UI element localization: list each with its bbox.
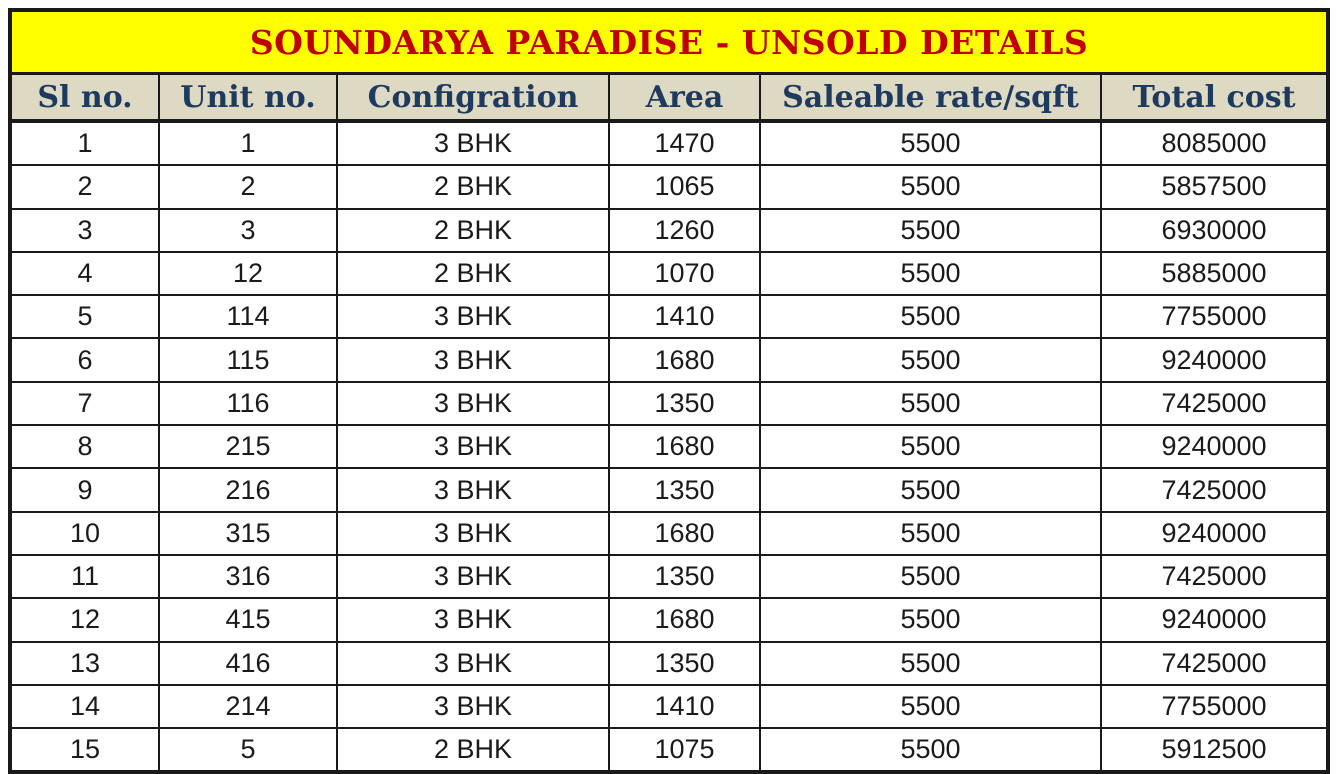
cell-unit-no: 114 — [159, 295, 337, 338]
cell-unit-no: 12 — [159, 252, 337, 295]
cell-sl-no: 2 — [12, 165, 159, 208]
cell-saleable-rate: 5500 — [760, 468, 1101, 511]
cell-sl-no: 5 — [12, 295, 159, 338]
header-row — [12, 75, 1326, 121]
table-row — [12, 598, 1326, 641]
cell-saleable-rate: 5500 — [760, 598, 1101, 641]
cell-configuration: 3 BHK — [337, 642, 609, 685]
cell-total-cost: 7755000 — [1101, 685, 1326, 728]
cell-area: 1680 — [609, 425, 760, 468]
cell-area: 1070 — [609, 252, 760, 295]
cell-area: 1350 — [609, 555, 760, 598]
column-header-area: Area — [609, 75, 760, 121]
cell-saleable-rate: 5500 — [760, 165, 1101, 208]
table-row — [12, 728, 1326, 770]
cell-sl-no: 9 — [12, 468, 159, 511]
cell-sl-no: 10 — [12, 512, 159, 555]
cell-saleable-rate: 5500 — [760, 209, 1101, 252]
cell-configuration: 2 BHK — [337, 209, 609, 252]
unsold-units-table — [12, 75, 1326, 770]
table-row — [12, 425, 1326, 468]
table-body — [12, 121, 1326, 770]
column-header-unit-no: Unit no. — [159, 75, 337, 121]
cell-total-cost: 5912500 — [1161, 734, 1267, 765]
cell-configuration: 3 BHK — [337, 338, 609, 381]
cell-sl-no: 4 — [12, 252, 159, 295]
cell-unit-no: 416 — [159, 642, 337, 685]
cell-total-cost: 5857500 — [1101, 165, 1326, 208]
cell-unit-no: 415 — [159, 598, 337, 641]
cell-total-cost: 7425000 — [1101, 382, 1326, 425]
cell-saleable-rate: 5500 — [760, 512, 1101, 555]
cell-unit-no: 1 — [159, 121, 337, 165]
cell-area: 1680 — [609, 338, 760, 381]
cell-area: 1350 — [609, 468, 760, 511]
cell-sl-no: 3 — [12, 209, 159, 252]
cell-total-cost: 7425000 — [1101, 555, 1326, 598]
cell-configuration: 3 BHK — [337, 468, 609, 511]
cell-unit-no: 115 — [159, 338, 337, 381]
cell-area: 1470 — [609, 121, 760, 165]
cell-saleable-rate: 5500 — [760, 642, 1101, 685]
table-row — [12, 295, 1326, 338]
cell-saleable-rate: 5500 — [760, 425, 1101, 468]
cell-unit-no: 216 — [159, 468, 337, 511]
cell-area: 1260 — [609, 209, 760, 252]
table-row — [12, 382, 1326, 425]
sheet-title: SOUNDARYA PARADISE - UNSOLD DETAILS — [12, 12, 1326, 75]
cell-total-cost: 9240000 — [1101, 512, 1326, 555]
table-row — [12, 209, 1326, 252]
cell-saleable-rate: 5500 — [760, 338, 1101, 381]
cell-saleable-rate: 5500 — [760, 252, 1101, 295]
cell-configuration: 3 BHK — [337, 295, 609, 338]
cell-saleable-rate: 5500 — [760, 121, 1101, 165]
table-row — [12, 165, 1326, 208]
cell-configuration: 2 BHK — [337, 165, 609, 208]
cell-total-cost: 9240000 — [1101, 598, 1326, 641]
table-row — [12, 642, 1326, 685]
table-row — [12, 468, 1326, 511]
cell-area: 1680 — [609, 512, 760, 555]
table-row — [12, 685, 1326, 728]
cell-saleable-rate: 5500 — [760, 555, 1101, 598]
cell-unit-no: 3 — [159, 209, 337, 252]
cell-configuration: 2 BHK — [337, 252, 609, 295]
cell-sl-no: 15 — [12, 728, 159, 770]
cell-unit-no: 116 — [159, 382, 337, 425]
cell-total-cost: 5885000 — [1101, 252, 1326, 295]
table-row — [12, 512, 1326, 555]
cell-configuration: 3 BHK — [337, 512, 609, 555]
cell-configuration: 3 BHK — [337, 425, 609, 468]
cell-total-cost: 7755000 — [1101, 295, 1326, 338]
cell-configuration: 3 BHK — [337, 121, 609, 165]
column-header-sl-no: Sl no. — [12, 75, 159, 121]
unsold-details-sheet — [8, 8, 1330, 774]
cell-configuration: 3 BHK — [337, 598, 609, 641]
cell-sl-no: 7 — [12, 382, 159, 425]
cell-total-cost: 9240000 — [1101, 425, 1326, 468]
table-row — [12, 121, 1326, 165]
cell-total-cost: 7425000 — [1101, 642, 1326, 685]
cell-area: 1350 — [609, 382, 760, 425]
cell-unit-no: 2 — [159, 165, 337, 208]
cell-saleable-rate: 5500 — [760, 295, 1101, 338]
table-row — [12, 252, 1326, 295]
cell-area: 1075 — [609, 728, 760, 770]
cell-unit-no: 214 — [159, 685, 337, 728]
table-row — [12, 555, 1326, 598]
column-header-saleable-rate: Saleable rate/sqft — [760, 75, 1101, 121]
cell-configuration: 2 BHK — [337, 728, 609, 770]
cell-total-cost: 7425000 — [1101, 468, 1326, 511]
cell-unit-no: 5 — [159, 728, 337, 770]
cell-configuration: 3 BHK — [337, 555, 609, 598]
cell-unit-no: 215 — [159, 425, 337, 468]
cell-area: 1410 — [609, 295, 760, 338]
table-row — [12, 338, 1326, 381]
cell-sl-no: 8 — [12, 425, 159, 468]
cell-sl-no: 14 — [12, 685, 159, 728]
cell-total-cost: 6930000 — [1101, 209, 1326, 252]
cell-configuration: 3 BHK — [337, 685, 609, 728]
cell-unit-no: 315 — [159, 512, 337, 555]
cell-area: 1410 — [609, 685, 760, 728]
cell-sl-no: 12 — [12, 598, 159, 641]
cell-sl-no: 13 — [12, 642, 159, 685]
cell-total-cost: 9240000 — [1101, 338, 1326, 381]
cell-area: 1680 — [609, 598, 760, 641]
cell-area: 1065 — [609, 165, 760, 208]
cell-area: 1350 — [609, 642, 760, 685]
cell-unit-no: 316 — [159, 555, 337, 598]
column-header-configuration: Configration — [337, 75, 609, 121]
cell-configuration: 3 BHK — [337, 382, 609, 425]
cell-sl-no: 11 — [12, 555, 159, 598]
cell-sl-no: 1 — [12, 121, 159, 165]
cell-saleable-rate: 5500 — [760, 685, 1101, 728]
cell-saleable-rate: 5500 — [760, 382, 1101, 425]
cell-total-cost: 8085000 — [1101, 121, 1326, 165]
column-header-total-cost: Total cost — [1101, 75, 1326, 121]
cell-sl-no: 6 — [12, 338, 159, 381]
cell-saleable-rate: 5500 — [760, 728, 1101, 770]
